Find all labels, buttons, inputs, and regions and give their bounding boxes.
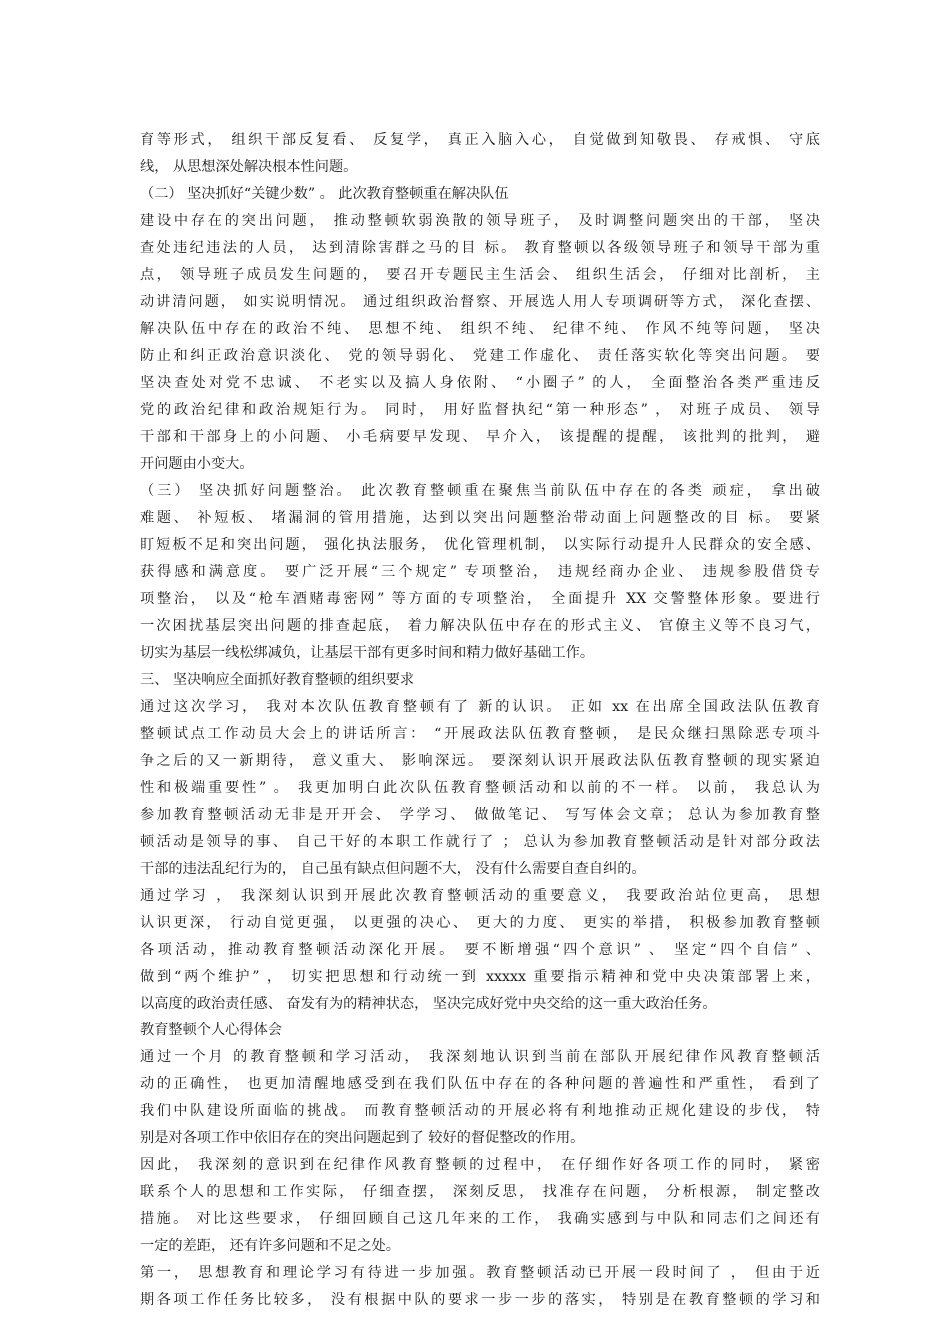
text-line: 育等形式， 组织干部反复看、 反复学， 真正入脑入心， 自觉做到知敬畏、 存戒惧、 守底: [140, 132, 820, 148]
text-line: 动的正确性， 也更加清醒地感受到在我们队伍中存在的各种问题的普遍性和严重性， 看到了: [140, 1076, 820, 1093]
text-line: 干部的违法乱纪行为的， 自己虽有缺点但问题不大， 没有什么需要自查自纠的。: [140, 860, 646, 877]
text-line: 联系个人的思想和工作实际， 仔细查摆， 深刻反思， 找准存在问题， 分析根源， 制定整改: [140, 1184, 820, 1201]
text-line: 教育整顿个人心得体会: [140, 1022, 282, 1039]
text-line: 我们中队建设所面临的挑战。 而教育整顿活动的开展必将有利地推动正规化建设的步伐， 特: [140, 1103, 820, 1120]
text-line: 通过一个月 的教育整顿和学习活动， 我深刻地认识到当前在部队开展纪律作风教育整顿活: [140, 1049, 820, 1066]
text-line: （三） 坚决抓好问题整治。 此次教育整顿重在聚焦当前队伍中存在的各类 顽症， 拿出破: [140, 482, 820, 499]
text-line: 一定的差距， 还有许多问题和不足之处。: [140, 1238, 400, 1255]
text-line: 切实为基层一线松绑减负，让基层干部有更多时间和精力做好基础工作。: [140, 644, 595, 661]
text-line: 动讲清问题， 如实说明情况。 通过组织政治督察、开展选人用人专项调研等方式， 深化查摆、: [140, 293, 820, 310]
text-line: 期各项工作任务比较多， 没有根据中队的要求一步一步的落实， 特别是在教育整顿的学习和: [140, 1292, 820, 1309]
text-line: 开问题由小变大。: [140, 455, 254, 472]
text-line: 查处违纪违法的人员， 达到清除害群之马的目 标。 教育整顿以各级领导班子和领导干部为重: [140, 239, 820, 256]
text-line: 一次困扰基层突出问题的排查起底， 着力解决队伍中存在的形式主义、 官僚主义等不良习气，: [140, 617, 820, 634]
text-line: 通过学习 ， 我深刻认识到开展此次教育整顿活动的重要意义， 我要政治站位更高， 思想: [140, 887, 820, 904]
text-line: 认识更深， 行动自觉更强， 以更强的决心、 更大的力度、 更实的举措， 积极参加教育整顿: [140, 914, 820, 931]
text-line: 干部和干部身上的小问题、 小毛病要早发现、 早介入， 该提醒的提醒， 该批判的批判， 避: [140, 428, 820, 445]
text-line: 做到“两个维护” ， 切实把思想和行动统一到 xxxxx 重要指示精神和党中央决策部署上来，: [140, 968, 820, 985]
text-line: 第一， 思想教育和理论学习有待进一步加强。教育整顿活动已开展一段时间了 ， 但由于近: [140, 1265, 820, 1282]
text-line: 整顿试点工作动员大会上的讲话所言： “开展政法队伍教育整顿， 是民众继扫黑除恶专项斗: [140, 725, 820, 742]
text-line: 点， 领导班子成员发生问题的， 要召开专题民主生活会、 组织生活会， 仔细对比剖析， 主: [140, 266, 820, 283]
text-line: 各项活动，推动教育整顿活动深化开展。 要不断增强“四个意识” 、 坚定“四个自信” 、: [140, 941, 820, 958]
text-line: （二） 坚决抓好“关键少数” 。 此次教育整顿重在解决队伍: [140, 185, 509, 202]
text-line: 难题、 补短板、 堵漏洞的管用措施，达到以突出问题整治带动面上问题整改的目 标。 要紧: [140, 509, 820, 526]
text-line: 措施。 对比这些要求， 仔细回顾自己这几年来的工作， 我确实感到与中队和同志们之间还有: [140, 1211, 820, 1228]
text-line: 因此， 我深刻的意识到在纪律作风教育整顿的过程中， 在仔细作好各项工作的同时， 紧密: [140, 1157, 820, 1174]
text-line: 以高度的政治责任感、 奋发有为的精神状态， 坚决完成好党中央交给的这一重大政治任务。: [140, 995, 717, 1012]
text-line: 性和极端重要性” 。 我更加明白此次队伍教育整顿活动和以前的不一样。 以前， 我总认为: [140, 779, 820, 796]
text-line: 获得感和满意度。 要广泛开展“三个规定” 专项整治， 违规经商办企业、 违规参股借贷专: [140, 563, 820, 580]
text-line: 争之后的又一新期待， 意义重大、 影响深远。 要深刻认识开展政法队伍教育整顿的现实紧迫: [140, 752, 820, 769]
text-line: 线， 从思想深处解决根本性问题。: [140, 158, 358, 175]
text-line: 坚决查处对党不忠诚、 不老实以及搞人身依附、 “小圈子” 的人， 全面整治各类严重违反: [140, 374, 820, 391]
text-line: 三、 坚决响应全面抓好教育整顿的组织要求: [140, 671, 415, 688]
text-line: 防止和纠正政治意识淡化、 党的领导弱化、 党建工作虚化、 责任落实软化等突出问题。 要: [140, 347, 820, 364]
text-line: 参加教育整顿活动无非是开开会、 学学习、 做做笔记、 写写体会文章； 总认为参加教育整: [140, 806, 820, 823]
text-line: 别是对各项工作中依旧存在的突出问题起到了 较好的督促整改的作用。: [140, 1130, 585, 1147]
text-line: 顿活动是领导的事、 自己干好的本职工作就行了 ； 总认为参加教育整顿活动是针对部分政法: [140, 833, 820, 850]
text-line: 盯短板不足和突出问题， 强化执法服务， 优化管理机制， 以实际行动提升人民群众的安全感、: [140, 536, 820, 553]
text-line: 党的政治纪律和政治规矩行为。 同时， 用好监督执纪“第一种形态” ， 对班子成员、 领导: [140, 401, 820, 418]
document-page: [140, 128, 820, 1313]
text-line: 解决队伍中存在的政治不纯、 思想不纯、 组织不纯、 纪律不纯、 作风不纯等问题， 坚决: [140, 320, 820, 337]
text-line: 通过这次学习， 我对本次队伍教育整顿有了 新的认识。 正如 xx 在出席全国政法队伍教育: [140, 698, 820, 715]
text-line: 项整治， 以及“枪车酒赌毒密网” 等方面的专项整治， 全面提升 XX 交警整体形象。要进行: [140, 590, 820, 607]
text-line: 建设中存在的突出问题， 推动整顿软弱涣散的领导班子， 及时调整问题突出的干部， 坚决: [140, 212, 820, 229]
